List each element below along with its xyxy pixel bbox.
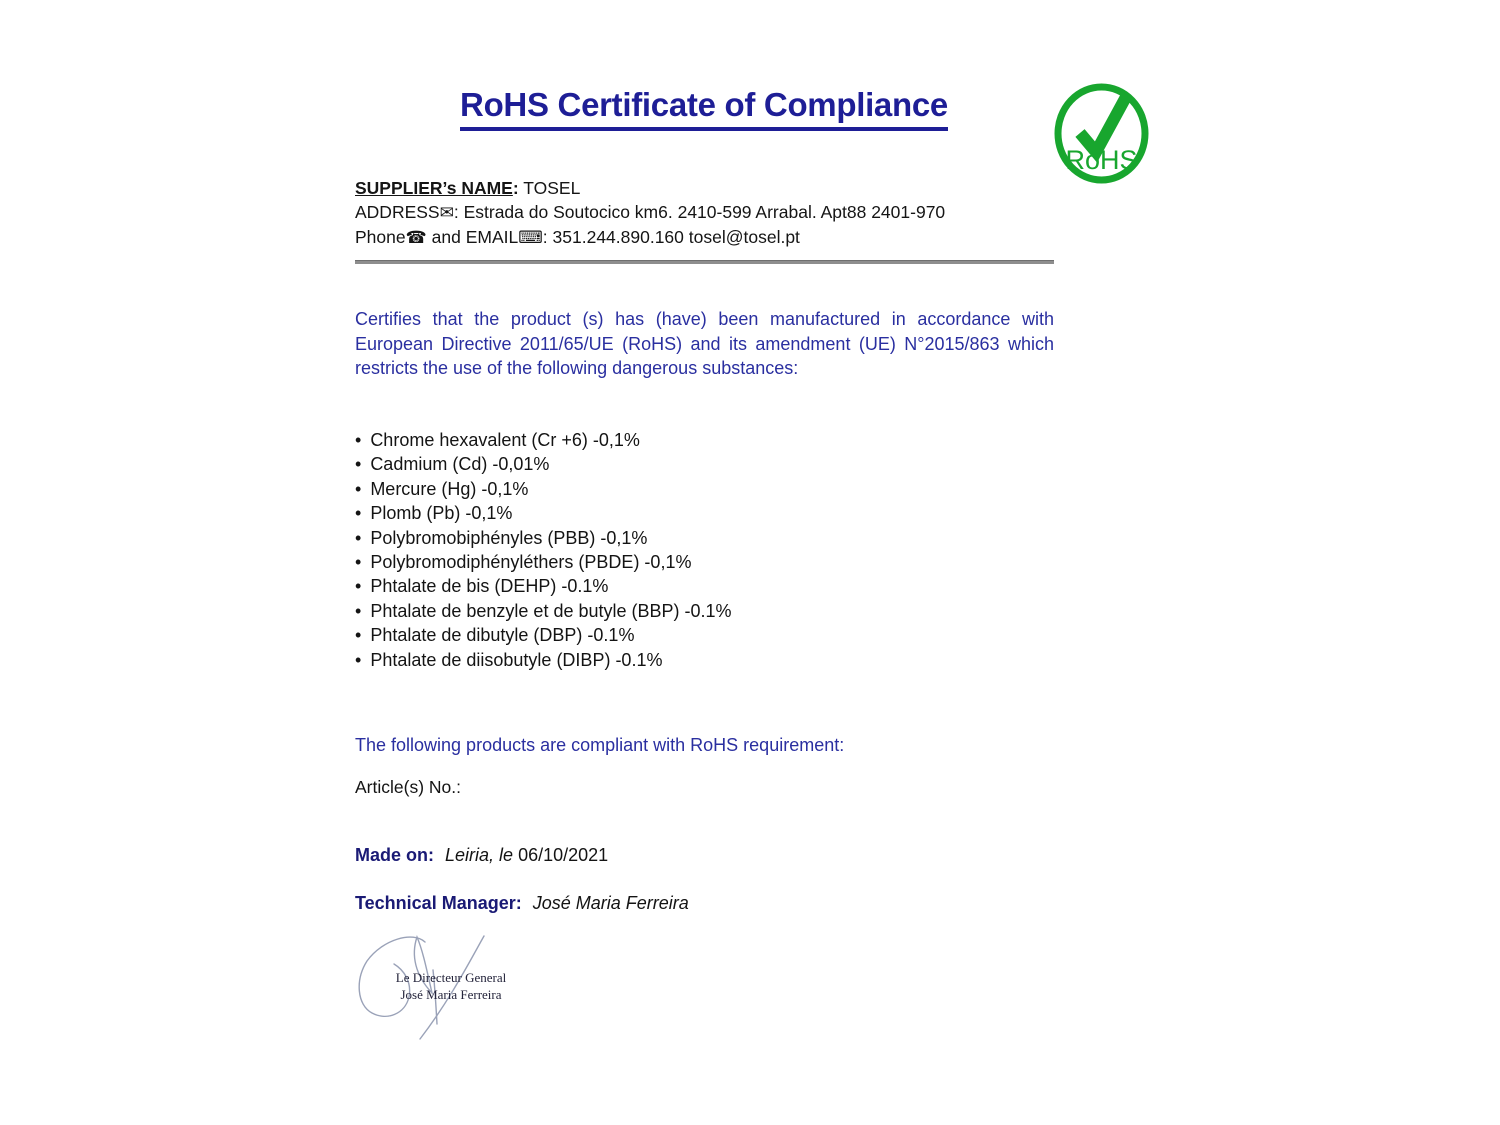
supplier-name-colon: : xyxy=(512,178,519,198)
substances-list xyxy=(355,428,1054,672)
made-on-value xyxy=(445,845,608,865)
supplier-name-line xyxy=(355,176,1055,200)
substance-item: • Polybromodiphényléthers (PBDE) -0,1% xyxy=(355,550,1054,574)
contact-value: : 351.244.890.160 tosel@tosel.pt xyxy=(542,227,800,247)
supplier-address-line xyxy=(355,200,1055,225)
substance-item: • Phtalate de diisobutyle (DIBP) -0.1% xyxy=(355,648,1054,672)
signature-title: Le Directeur General xyxy=(395,970,507,985)
address-value: : Estrada do Soutocico km6. 2410-599 Arrabal. Apt88 2401-970 xyxy=(453,202,946,222)
supplier-contact-line xyxy=(355,225,1055,250)
made-on-line xyxy=(355,845,608,866)
phone-icon: ☎ xyxy=(405,228,427,248)
certifies-line: Certifies that the product (s) has (have) been manufactured in accordance with xyxy=(355,309,1054,329)
signature-name: José Maria Ferreira xyxy=(400,987,502,1002)
substance-item: • Plomb (Pb) -0,1% xyxy=(355,501,1054,525)
envelope-icon: ✉ xyxy=(439,203,454,223)
checkmark-icon xyxy=(1080,95,1127,152)
made-on-place: Leiria, le xyxy=(445,845,514,865)
substance-item: • Polybromobiphényles (PBB) -0,1% xyxy=(355,526,1054,550)
email-label: and EMAIL xyxy=(426,227,519,247)
supplier-name-label: SUPPLIER’s NAME xyxy=(355,178,513,198)
divider-rule xyxy=(355,260,1054,264)
address-label: ADDRESS xyxy=(355,202,440,222)
signature-block xyxy=(353,925,523,1055)
page-title xyxy=(355,86,1053,131)
certifies-paragraph xyxy=(355,307,1054,381)
supplier-name-value: TOSEL xyxy=(518,178,581,198)
compliance-line: The following products are compliant with RoHS requirement: xyxy=(355,735,845,755)
page-title-text: RoHS Certificate of Compliance xyxy=(460,86,948,131)
substance-item: • Phtalate de dibutyle (DBP) -0.1% xyxy=(355,623,1054,647)
supplier-block xyxy=(355,176,1055,250)
rohs-logo-graphic xyxy=(1053,82,1150,185)
logo-label: RoHS xyxy=(1065,145,1138,175)
rohs-logo xyxy=(1053,82,1150,185)
substance-item: • Mercure (Hg) -0,1% xyxy=(355,477,1054,501)
signature-text xyxy=(391,969,511,1003)
articles-label: Article(s) No.: xyxy=(355,777,461,797)
substance-item: • Phtalate de benzyle et de butyle (BBP) -0.1% xyxy=(355,599,1054,623)
technical-manager-label: Technical Manager: xyxy=(355,893,522,913)
certifies-line: restricts the use of the following dangerous substances: xyxy=(355,358,799,379)
technical-manager-name: José Maria Ferreira xyxy=(532,893,689,913)
certifies-line: European Directive 2011/65/UE (RoHS) and its amendment (UE) N°2015/863 which xyxy=(355,333,1054,354)
made-on-label: Made on: xyxy=(355,845,434,865)
phone-label: Phone xyxy=(355,227,406,247)
technical-manager-line xyxy=(355,893,689,914)
computer-icon: ⌨ xyxy=(518,228,543,248)
substance-item: • Phtalate de bis (DEHP) -0.1% xyxy=(355,574,1054,598)
made-on-date: 06/10/2021 xyxy=(513,845,609,865)
substance-item: • Chrome hexavalent (Cr +6) -0,1% xyxy=(355,428,1054,452)
substance-item: • Cadmium (Cd) -0,01% xyxy=(355,452,1054,476)
